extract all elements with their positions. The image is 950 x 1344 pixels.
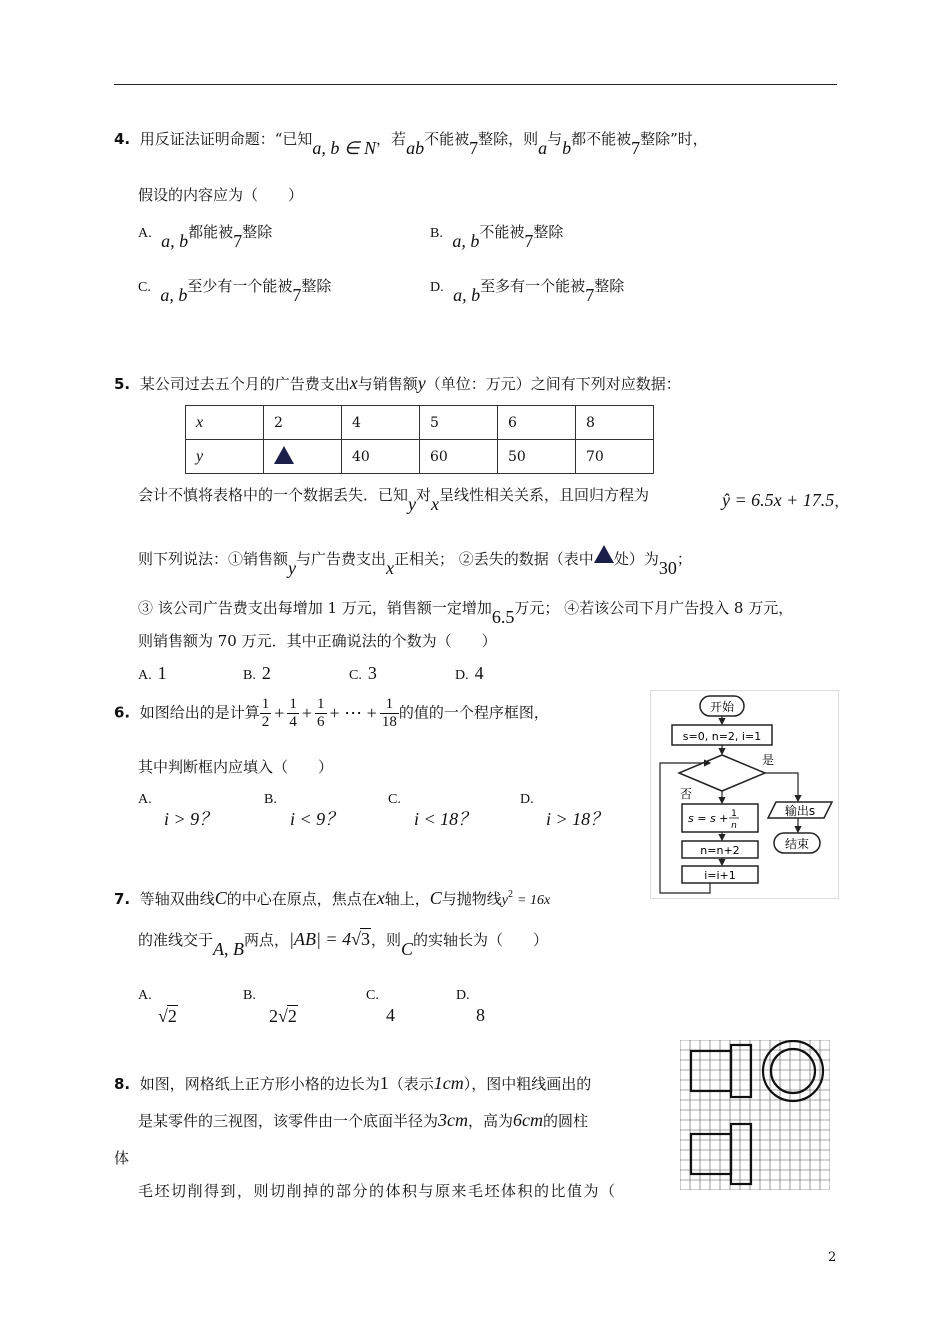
text: 的实轴长为（ ） bbox=[413, 931, 549, 949]
fraction: $\frac{1}{18}$ bbox=[381, 696, 397, 730]
math: a, b bbox=[160, 285, 188, 305]
option-c[interactable] bbox=[388, 789, 476, 830]
option-value: 2 bbox=[287, 1005, 297, 1026]
math: x bbox=[376, 888, 385, 908]
table-row bbox=[186, 406, 654, 440]
table-cell: 8 bbox=[576, 406, 654, 440]
text: 的准线交于 bbox=[138, 931, 214, 949]
math: 7 bbox=[631, 138, 641, 158]
text: 与销售额 bbox=[357, 375, 418, 393]
table-cell: 2 bbox=[264, 406, 342, 440]
option-label: C. bbox=[388, 792, 401, 807]
text: 正相关； ②丢失的数据（表中 bbox=[394, 550, 594, 568]
question-5-line-5: 则销售额为 70 万元．其中正确说法的个数为（ ） bbox=[138, 632, 497, 650]
table-row bbox=[186, 440, 654, 474]
option-value: 4 bbox=[474, 663, 484, 683]
text: 的圆柱 bbox=[543, 1112, 589, 1130]
math: + bbox=[301, 703, 313, 723]
yes-label: 是 bbox=[762, 753, 775, 767]
question-6-line-1 bbox=[114, 696, 549, 730]
option-d[interactable] bbox=[455, 663, 484, 685]
text: ③ 该公司广告费支出每增加 1 万元，销售额一定增加 bbox=[138, 599, 492, 617]
update-s-label: s = s + bbox=[688, 812, 729, 825]
text: 整除 bbox=[533, 223, 564, 241]
text: 都能被 bbox=[188, 223, 234, 241]
option-a[interactable] bbox=[138, 221, 273, 251]
option-a[interactable]: A. √2 bbox=[138, 988, 177, 1026]
option-value: i < 9？ bbox=[290, 808, 344, 829]
text: 整除”时， bbox=[640, 130, 708, 148]
question-8-line-1 bbox=[114, 1073, 591, 1095]
option-label: B. bbox=[243, 988, 256, 1003]
option-label: C. bbox=[349, 668, 362, 683]
math: + ⋯ + bbox=[329, 703, 377, 723]
option-d[interactable] bbox=[456, 985, 485, 1026]
text: ， bbox=[834, 492, 850, 510]
math: 7 bbox=[233, 231, 243, 251]
option-value: i < 18？ bbox=[414, 808, 477, 829]
math: |AB| = 4 bbox=[289, 929, 352, 949]
table-cell: 60 bbox=[420, 440, 498, 474]
option-label: A. bbox=[138, 988, 152, 1003]
text: 的中心在原点，焦点在 bbox=[226, 890, 377, 908]
option-c[interactable] bbox=[138, 275, 332, 305]
option-b[interactable] bbox=[264, 789, 343, 830]
option-label: C. bbox=[366, 988, 379, 1003]
math: C bbox=[214, 888, 227, 908]
text: 都不能被 bbox=[571, 130, 632, 148]
text: 不能被 bbox=[424, 130, 470, 148]
option-label: A. bbox=[138, 668, 152, 683]
text: 呈线性相关关系，且回归方程为 bbox=[439, 486, 650, 504]
option-label: A. bbox=[138, 226, 152, 241]
question-number: 7. bbox=[114, 890, 131, 908]
option-c[interactable] bbox=[366, 985, 395, 1026]
text: 则下列说法：①销售额 bbox=[138, 550, 289, 568]
math: 7 bbox=[292, 285, 302, 305]
text: ，若 bbox=[376, 130, 407, 148]
text: （单位：万元）之间有下列对应数据： bbox=[425, 375, 681, 393]
text: 如图给出的是计算 bbox=[139, 703, 260, 722]
option-b[interactable]: B. 2√2 bbox=[243, 988, 297, 1026]
front-view bbox=[691, 1051, 731, 1091]
math: 7 bbox=[524, 231, 534, 251]
option-value: i > 18？ bbox=[546, 808, 609, 829]
text: 用反证法证明命题：“已知 bbox=[139, 130, 313, 148]
math: + bbox=[274, 703, 285, 723]
decision-diamond bbox=[679, 755, 765, 791]
text: 至多有一个能被 bbox=[480, 277, 586, 295]
math: a, b bbox=[453, 285, 481, 305]
option-a[interactable] bbox=[138, 789, 217, 830]
fraction-numerator: 1 bbox=[731, 809, 737, 819]
page-number: 2 bbox=[828, 1250, 837, 1265]
option-a[interactable] bbox=[138, 663, 167, 685]
option-label: B. bbox=[264, 792, 277, 807]
header-rule bbox=[114, 84, 837, 85]
text: 与抛物线 bbox=[441, 890, 502, 908]
option-label: D. bbox=[455, 668, 469, 683]
math: b bbox=[562, 138, 572, 158]
table-cell: 50 bbox=[498, 440, 576, 474]
math: a, b ∈ N bbox=[312, 138, 377, 158]
math: x bbox=[349, 373, 358, 393]
math: y bbox=[288, 558, 297, 578]
math: C bbox=[400, 939, 413, 959]
math: a, b bbox=[452, 231, 480, 251]
text: 不能被 bbox=[479, 223, 525, 241]
text: 如图，网格纸上正方形小格的边长为 bbox=[139, 1075, 380, 1093]
text: 处）为 bbox=[613, 550, 659, 568]
fraction: $\frac{1}{2}$ bbox=[261, 696, 270, 730]
triangle-icon bbox=[594, 545, 614, 563]
option-label: B. bbox=[430, 226, 443, 241]
text: 等轴双曲线 bbox=[139, 890, 215, 908]
question-5-line-1 bbox=[114, 373, 681, 395]
start-label: 开始 bbox=[709, 700, 735, 714]
math: 3cm bbox=[438, 1110, 469, 1130]
option-label: D. bbox=[520, 792, 534, 807]
table-cell: 4 bbox=[342, 406, 420, 440]
option-value: 4 bbox=[386, 1004, 395, 1025]
text: 整除，则 bbox=[478, 130, 539, 148]
update-i-label: i=i+1 bbox=[704, 869, 736, 882]
math: y bbox=[501, 893, 508, 908]
math: a bbox=[538, 138, 548, 158]
text: 会计不慎将表格中的一个数据丢失．已知 bbox=[138, 486, 409, 504]
option-d[interactable] bbox=[520, 789, 608, 830]
question-5-line-2 bbox=[138, 484, 650, 514]
fraction: $\frac{1}{6}$ bbox=[317, 696, 325, 730]
option-value: 1 bbox=[157, 663, 167, 683]
math: 6cm bbox=[513, 1110, 544, 1130]
option-b[interactable] bbox=[430, 221, 564, 251]
math: ab bbox=[406, 138, 425, 158]
front-view-slot bbox=[731, 1045, 751, 1097]
table-cell: 40 bbox=[342, 440, 420, 474]
question-number: 4. bbox=[114, 130, 131, 148]
top-view-inner-circle bbox=[771, 1049, 815, 1093]
text: 的值的一个程序框图， bbox=[398, 703, 549, 722]
data-table bbox=[185, 405, 654, 474]
question-8-line-3: 体 bbox=[114, 1149, 130, 1167]
option-label: D. bbox=[456, 988, 470, 1003]
table-cell: y bbox=[186, 440, 264, 474]
math: = 16x bbox=[517, 893, 551, 908]
option-value: 8 bbox=[476, 1004, 485, 1025]
math: 6.5 bbox=[491, 607, 515, 627]
triangle-icon bbox=[274, 446, 294, 464]
text: 整除 bbox=[594, 277, 625, 295]
end-label: 结束 bbox=[784, 837, 810, 851]
option-c[interactable] bbox=[349, 663, 377, 685]
table-cell: x bbox=[186, 406, 264, 440]
option-value: 2 bbox=[269, 1005, 278, 1026]
text: ； bbox=[676, 550, 692, 568]
text: 与 bbox=[547, 130, 563, 148]
option-value: 3 bbox=[367, 663, 377, 683]
math: y bbox=[417, 373, 426, 393]
math: a, b bbox=[161, 231, 189, 251]
math: x bbox=[431, 494, 440, 514]
math: 1cm bbox=[433, 1073, 464, 1093]
text: 整除 bbox=[301, 277, 332, 295]
text: 两点， bbox=[244, 931, 290, 949]
math: A, B bbox=[213, 939, 245, 959]
option-b[interactable] bbox=[243, 663, 271, 685]
math: ŷ = 6.5x + 17.5 bbox=[722, 490, 835, 510]
text: 与广告费支出 bbox=[296, 550, 387, 568]
question-number: 6. bbox=[114, 703, 131, 722]
text: 至少有一个能被 bbox=[187, 277, 293, 295]
option-value: 2 bbox=[261, 663, 271, 683]
math: 7 bbox=[585, 285, 595, 305]
math: y bbox=[408, 494, 417, 514]
table-cell: 6 bbox=[498, 406, 576, 440]
text: 万元； ④若该公司下月广告投入 8 万元， bbox=[514, 599, 794, 617]
question-8-line-4: 毛坯切削得到，则切削掉的部分的体积与原来毛坯体积的比值为（ bbox=[138, 1182, 617, 1200]
table-cell: 5 bbox=[420, 406, 498, 440]
math: 7 bbox=[469, 138, 479, 158]
option-label: C. bbox=[138, 280, 151, 295]
math: 2 bbox=[508, 889, 513, 900]
update-n-label: n=n+2 bbox=[700, 844, 740, 857]
text: ），图中粗线画出的 bbox=[463, 1075, 592, 1093]
text: 是某零件的三视图，该零件由一个底面半径为 bbox=[138, 1112, 439, 1130]
math: C bbox=[429, 888, 442, 908]
regression-equation bbox=[722, 490, 849, 512]
question-7-line-1 bbox=[114, 888, 550, 910]
question-4-line-2: 假设的内容应为（ ） bbox=[138, 186, 304, 204]
question-7-line-2: 的准线交于A, B两点，|AB| = 4√3，则C的实轴长为（ ） bbox=[138, 929, 549, 959]
text: ，则 bbox=[370, 931, 401, 949]
math: 1 bbox=[379, 1073, 389, 1093]
math: 3 bbox=[360, 929, 370, 949]
option-d[interactable] bbox=[430, 275, 625, 305]
question-number: 5. bbox=[114, 375, 131, 393]
option-label: A. bbox=[138, 792, 152, 807]
option-label: D. bbox=[430, 280, 444, 295]
question-4-line-1 bbox=[114, 128, 708, 158]
text: （表示 bbox=[388, 1075, 434, 1093]
init-label: s=0, n=2, i=1 bbox=[682, 730, 762, 743]
text: 轴上， bbox=[384, 890, 430, 908]
table-cell: 70 bbox=[576, 440, 654, 474]
option-value: 2 bbox=[167, 1005, 177, 1026]
text: 对 bbox=[416, 486, 432, 504]
question-5-line-4 bbox=[138, 597, 794, 627]
text: 整除 bbox=[242, 223, 273, 241]
question-5-line-3 bbox=[138, 545, 692, 578]
text: ，高为 bbox=[468, 1112, 514, 1130]
option-value: i > 9？ bbox=[164, 808, 218, 829]
text: 某公司过去五个月的广告费支出 bbox=[139, 375, 350, 393]
output-label: 输出s bbox=[784, 804, 816, 818]
math: x bbox=[386, 558, 395, 578]
no-label: 否 bbox=[680, 787, 693, 801]
fraction: $\frac{1}{4}$ bbox=[289, 696, 297, 730]
math: 30 bbox=[658, 558, 677, 578]
flowchart bbox=[650, 690, 840, 900]
side-view-slot bbox=[731, 1124, 751, 1184]
question-8-line-2 bbox=[138, 1110, 588, 1132]
question-number: 8. bbox=[114, 1075, 131, 1093]
missing-value-cell bbox=[264, 440, 342, 474]
three-view-figure bbox=[680, 1040, 830, 1190]
fraction-denominator: n bbox=[731, 821, 737, 831]
question-6-line-2: 其中判断框内应填入（ ） bbox=[138, 758, 334, 776]
option-label: B. bbox=[243, 668, 256, 683]
